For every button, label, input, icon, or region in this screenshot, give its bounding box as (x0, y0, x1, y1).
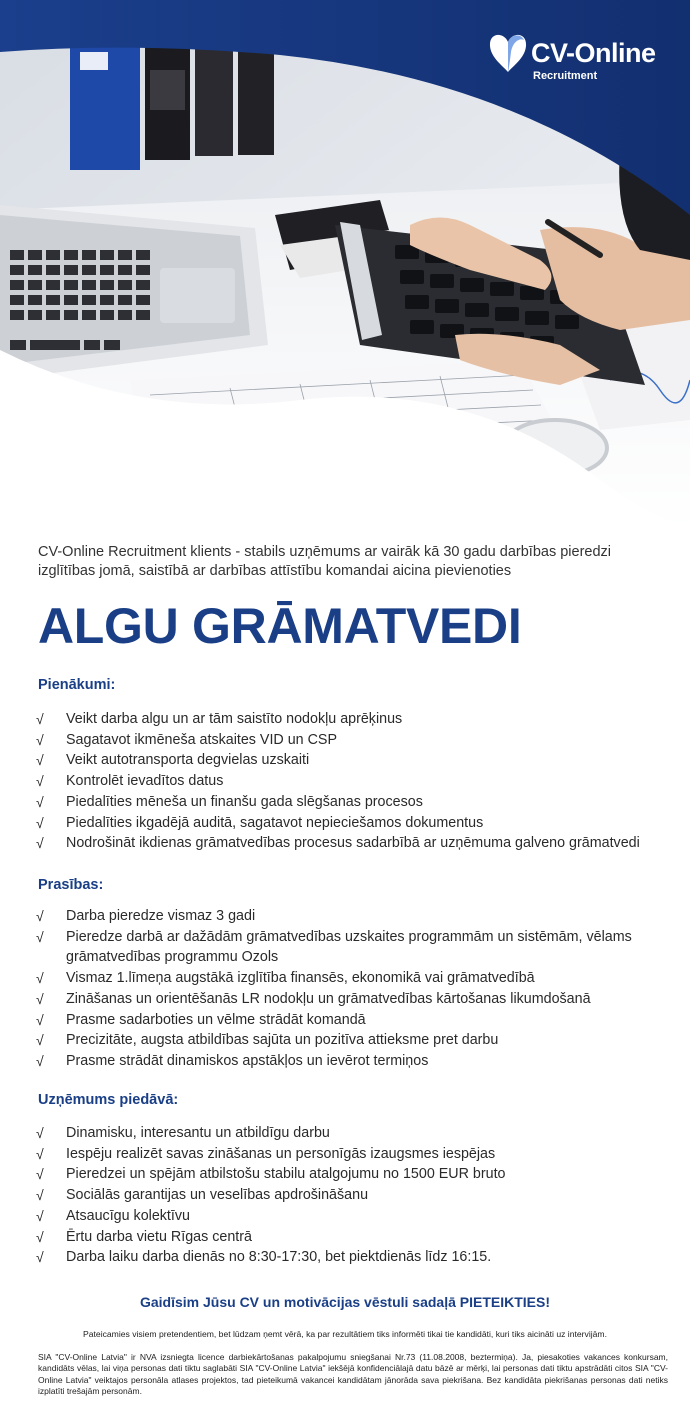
list-item: √ Kontrolēt ievadītos datus (36, 771, 656, 792)
checkmark-icon: √ (36, 752, 44, 769)
list-item: √ Piedalīties ikgadējā auditā, sagatavot nepieciešamos dokumentus (36, 813, 656, 834)
logo-text: CV-Online (531, 38, 656, 68)
apply-call-to-action: Gaidīsim Jūsu CV un motivācijas vēstuli sadaļā PIETEIKTIES! (139, 1294, 551, 1310)
requirements-list (36, 906, 656, 1072)
list-item: √ Pieredzei un spējām atbilstošu stabilu atalgojumu no 1500 EUR bruto (36, 1164, 656, 1185)
logo-heart-icon (487, 30, 529, 74)
privacy-notice: SIA "CV-Online Latvia" ir NVA izsniegta licence darbiekārtošanas pakalpojumu sniegšanai Nr.73 (11.08.2008, beztermiņa). Ja, piesakoties vakances konkursam, kandidāts vēlas, lai viņa personas dati tiktu saglabāti SIA "CV-Online Latvia" iekšējā konfidenciālajā datu bāzē ar mērķi, lai personas dati tiktu apstrādāti citos SIA "CV-Online Latvia" veiktajos personāla atlases projektos, tad pieteikumā vakancei kandidātam jānorāda sava piekrišana. Bez kandidāta piekrišanas personas dati netiks izplatīti trešajām personām. (38, 1352, 668, 1397)
checkmark-icon: √ (36, 1125, 44, 1141)
checkmark-icon: √ (36, 990, 44, 1007)
cv-online-logo (487, 30, 667, 86)
checkmark-icon: √ (36, 908, 44, 924)
list-item: √ Piedalīties mēneša un finanšu gada slēgšanas procesos (36, 792, 656, 813)
list-item: √ Ērtu darba vietu Rīgas centrā (36, 1227, 656, 1248)
checkmark-icon: √ (36, 1249, 44, 1266)
checkmark-icon: √ (36, 928, 44, 945)
checkmark-icon: √ (36, 835, 44, 852)
list-item: √ Sagatavot ikmēneša atskaites VID un CSP (36, 730, 656, 751)
list-item: √ Dinamisku, interesantu un atbildīgu darbu (36, 1123, 656, 1144)
intro-text: CV-Online Recruitment klients - stabils uzņēmums ar vairāk kā 30 gadu darbības pieredzi izglītības jomā, saistībā ar darbības attīstību komandai aicina pievienoties (38, 544, 612, 579)
checkmark-icon: √ (36, 731, 44, 748)
list-item: √ Darba laiku darba dienās no 8:30-17:30, bet piektdienās līdz 16:15. (36, 1247, 656, 1268)
list-item: √ Vismaz 1.līmeņa augstākā izglītība finansēs, ekonomikā vai grāmatvedībā (36, 968, 656, 989)
list-item: √ Nodrošināt ikdienas grāmatvedības procesus sadarbībā ar uzņēmuma galveno grāmatvedi (36, 833, 656, 854)
list-item: √ Pieredze darbā ar dažādām grāmatvedības uzskaites programmām un sistēmām, vēlams grāmatvedības programmu Ozols (36, 928, 632, 966)
checkmark-icon: √ (36, 1187, 44, 1204)
checkmark-icon: √ (36, 1228, 44, 1245)
list-item: √ Iespēju realizēt savas zināšanas un personīgās izaugsmes iespējas (36, 1144, 656, 1165)
checkmark-icon: √ (36, 1011, 44, 1028)
disclaimer-text: Pateicamies visiem pretendentiem, bet lūdzam ņemt vērā, ka par rezultātiem tiks informēti tikai tie kandidāti, kuri tiks aicināti uz intervijām. (83, 1329, 607, 1339)
list-item: √ Precizitāte, augsta atbildības sajūta un pozitīva attieksme pret darbu (36, 1030, 656, 1051)
list-item: √ Sociālās garantijas un veselības apdrošināšanu (36, 1185, 656, 1206)
checkmark-icon: √ (36, 1207, 44, 1224)
duties-heading: Pienākumi: (38, 677, 116, 693)
logo-subtext: Recruitment (533, 70, 598, 82)
checkmark-icon: √ (36, 711, 44, 727)
duties-list (36, 709, 656, 854)
list-item: √ Zināšanas un orientēšanās LR nodokļu un grāmatvedības kārtošanas likumdošanā (36, 989, 656, 1010)
checkmark-icon: √ (36, 814, 44, 831)
checkmark-icon: √ (36, 1052, 44, 1069)
list-item: √ Darba pieredze vismaz 3 gadi (36, 906, 656, 927)
checkmark-icon: √ (36, 1032, 44, 1049)
list-item: √ Prasme strādāt dinamiskos apstākļos un ievērot termiņos (36, 1051, 656, 1072)
list-item: √ Prasme sadarboties un vēlme strādāt komandā (36, 1010, 656, 1031)
checkmark-icon: √ (36, 1166, 44, 1183)
checkmark-icon: √ (36, 793, 44, 810)
checkmark-icon: √ (36, 773, 44, 790)
offer-list (36, 1123, 656, 1268)
checkmark-icon: √ (36, 970, 44, 987)
requirements-heading: Prasības: (38, 877, 104, 893)
offer-heading: Uzņēmums piedāvā: (38, 1092, 179, 1108)
hero-image (0, 0, 690, 530)
list-item: √ Veikt autotransporta degvielas uzskaiti (36, 750, 656, 771)
job-title: ALGU GRĀMATVEDI (38, 598, 522, 654)
checkmark-icon: √ (36, 1145, 44, 1162)
list-item: √ Atsaucīgu kolektīvu (36, 1206, 656, 1227)
list-item: √ Veikt darba algu un ar tām saistīto nodokļu aprēķinus (36, 709, 656, 730)
